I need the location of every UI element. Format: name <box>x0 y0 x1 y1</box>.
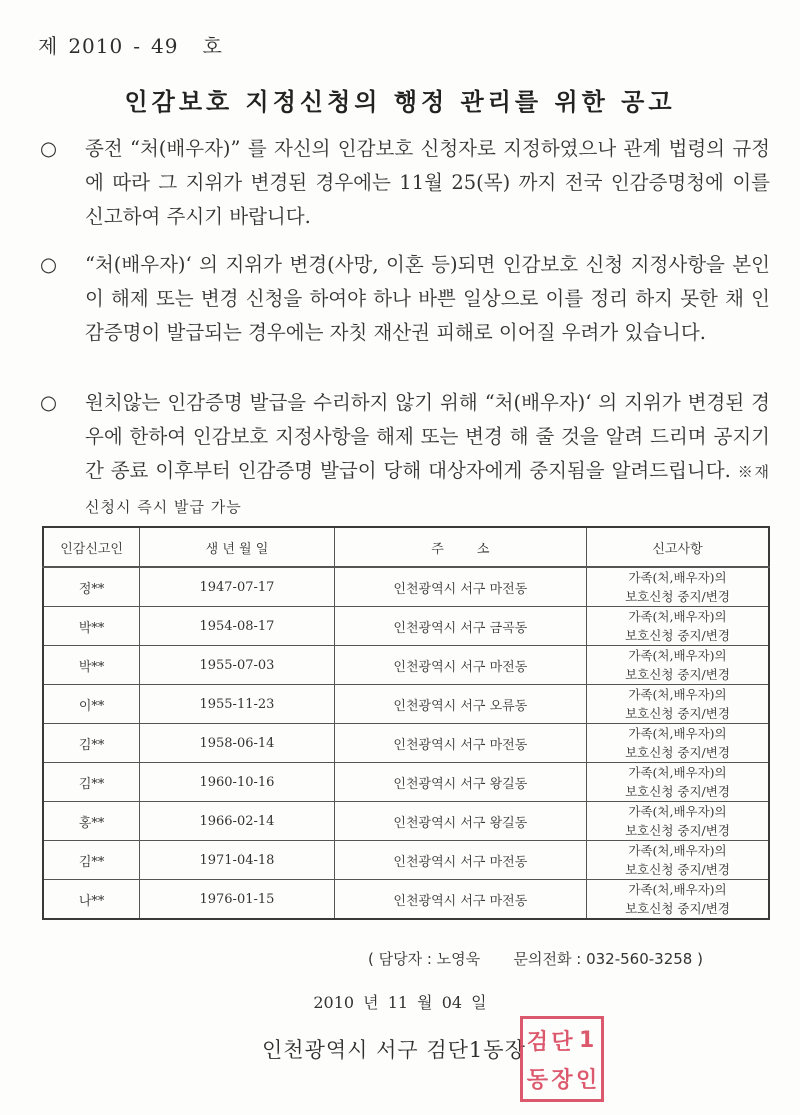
cell-dob: 1966-02-14 <box>140 802 334 841</box>
table-row <box>43 880 769 920</box>
seal-char: 검 <box>526 1029 548 1055</box>
cell-address: 인천광역시 서구 마전동 <box>334 724 586 763</box>
report-line-2: 보호신청 중지/변경 <box>625 901 730 916</box>
issue-date: 2010 년 11 월 04 일 <box>313 993 487 1012</box>
bullet-circle-icon: ○ <box>40 137 58 160</box>
report-line-2: 보호신청 중지/변경 <box>625 745 730 760</box>
doc-number-year: 2010 <box>68 34 124 58</box>
header-address: 주 소 <box>334 527 586 567</box>
doc-number-seq: 49 <box>151 34 179 58</box>
cell-name: 박** <box>43 607 140 646</box>
cell-name: 정** <box>43 567 140 607</box>
document-number <box>38 30 233 59</box>
table-row <box>43 685 769 724</box>
bullet-circle-icon: ○ <box>40 391 58 414</box>
seal-char: 동 <box>526 1067 548 1093</box>
cell-name: 김** <box>43 763 140 802</box>
report-line-2: 보호신청 중지/변경 <box>625 667 730 682</box>
cell-address: 인천광역시 서구 오류동 <box>334 685 586 724</box>
report-line-2: 보호신청 중지/변경 <box>625 823 730 838</box>
cell-address: 인천광역시 서구 왕길동 <box>334 763 586 802</box>
table-row <box>43 567 769 607</box>
contact-info: ( 담당자 : 노영욱 문의전화 : 032-560-3258 ) <box>368 950 703 968</box>
cell-report <box>587 646 769 685</box>
report-line-1: 가족(처,배우자)의 <box>628 726 727 741</box>
doc-number-prefix: 제 <box>38 34 59 58</box>
report-line-2: 보호신청 중지/변경 <box>625 706 730 721</box>
cell-dob: 1955-11-23 <box>140 685 334 724</box>
header-report: 신고사항 <box>587 527 769 567</box>
report-line-1: 가족(처,배우자)의 <box>628 687 727 702</box>
report-line-2: 보호신청 중지/변경 <box>625 589 730 604</box>
report-line-1: 가족(처,배우자)의 <box>628 765 727 780</box>
report-line-1: 가족(처,배우자)의 <box>628 843 727 858</box>
notice-paragraph-1 <box>40 132 770 234</box>
cell-address: 인천광역시 서구 마전동 <box>334 646 586 685</box>
cell-dob: 1971-04-18 <box>140 841 334 880</box>
seal-char: 단 <box>551 1029 573 1055</box>
doc-number-suffix: 호 <box>202 34 223 58</box>
official-seal-icon <box>520 1016 604 1102</box>
cell-dob: 1958-06-14 <box>140 724 334 763</box>
paragraph-text: “처(배우자)‘ 의 지위가 변경(사망, 이혼 등)되면 인감보호 신청 지정사항을 본인이 해제 또는 변경 신청을 하여야 하나 바쁜 일상으로 이를 정리 하지 못한 채 인감증명이 발급되는 경우에는 자칫 재산권 피해로 이어질 우려가 있습니다. <box>85 253 770 344</box>
table-row <box>43 724 769 763</box>
cell-dob: 1955-07-03 <box>140 646 334 685</box>
cell-name: 홍** <box>43 802 140 841</box>
cell-address: 인천광역시 서구 마전동 <box>334 841 586 880</box>
paragraph-text <box>85 386 770 524</box>
table-header-row <box>43 527 769 567</box>
seal-char: 장 <box>551 1067 573 1093</box>
cell-report <box>587 763 769 802</box>
seal-char: 인 <box>576 1067 598 1093</box>
seal-char: 1 <box>579 1027 595 1053</box>
table-row <box>43 607 769 646</box>
cell-name: 나** <box>43 880 140 920</box>
cell-address: 인천광역시 서구 왕길동 <box>334 802 586 841</box>
issuer-name: 인천광역시 서구 검단1동장 <box>262 1038 526 1062</box>
report-line-1: 가족(처,배우자)의 <box>628 804 727 819</box>
bullet-circle-icon: ○ <box>40 253 58 276</box>
reapply-note: ※재신청시 즉시 발급 가능 <box>85 463 771 516</box>
report-line-1: 가족(처,배우자)의 <box>628 570 727 585</box>
cell-name: 이** <box>43 685 140 724</box>
notice-paragraph-2 <box>40 248 770 350</box>
cell-dob: 1947-07-17 <box>140 567 334 607</box>
report-line-2: 보호신청 중지/변경 <box>625 862 730 877</box>
notice-paragraph-3 <box>40 386 770 524</box>
cell-report <box>587 880 769 920</box>
registrant-table <box>42 526 770 920</box>
report-line-1: 가족(처,배우자)의 <box>628 882 727 897</box>
cell-dob: 1976-01-15 <box>140 880 334 920</box>
cell-address: 인천광역시 서구 마전동 <box>334 880 586 920</box>
cell-report <box>587 685 769 724</box>
cell-address: 인천광역시 서구 마전동 <box>334 567 586 607</box>
cell-report <box>587 724 769 763</box>
report-line-2: 보호신청 중지/변경 <box>625 784 730 799</box>
table-row <box>43 802 769 841</box>
cell-address: 인천광역시 서구 금곡동 <box>334 607 586 646</box>
paragraph-text: 종전 “처(배우자)” 를 자신의 인감보호 신청자로 지정하였으나 관계 법령의 규정에 따라 그 지위가 변경된 경우에는 11월 25(목) 까지 전국 인감증명청에 이를 신고하여 주시기 바랍니다. <box>85 137 770 228</box>
cell-report <box>587 841 769 880</box>
header-birthdate: 생 년 월 일 <box>140 527 334 567</box>
cell-report <box>587 607 769 646</box>
paragraph-text-main: 원치않는 인감증명 발급을 수리하지 않기 위해 “처(배우자)‘ 의 지위가 변경된 경우에 한하여 인감보호 지정사항을 해제 또는 변경 해 줄 것을 알려 드리며 공지기간 종료 이후부터 인감증명 발급이 당해 대상자에게 중지됨을 알려드립니다. <box>85 391 770 482</box>
cell-name: 박** <box>43 646 140 685</box>
report-line-1: 가족(처,배우자)의 <box>628 609 727 624</box>
table-row <box>43 646 769 685</box>
header-registrant: 인감신고인 <box>43 527 140 567</box>
report-line-2: 보호신청 중지/변경 <box>625 628 730 643</box>
cell-report <box>587 802 769 841</box>
cell-dob: 1954-08-17 <box>140 607 334 646</box>
doc-number-dash: - <box>133 34 141 58</box>
report-line-1: 가족(처,배우자)의 <box>628 648 727 663</box>
page-title: 인감보호 지정신청의 행정 관리를 위한 공고 <box>124 88 676 116</box>
cell-name: 김** <box>43 724 140 763</box>
table-row <box>43 763 769 802</box>
cell-report <box>587 567 769 607</box>
cell-name: 김** <box>43 841 140 880</box>
cell-dob: 1960-10-16 <box>140 763 334 802</box>
table-row <box>43 841 769 880</box>
